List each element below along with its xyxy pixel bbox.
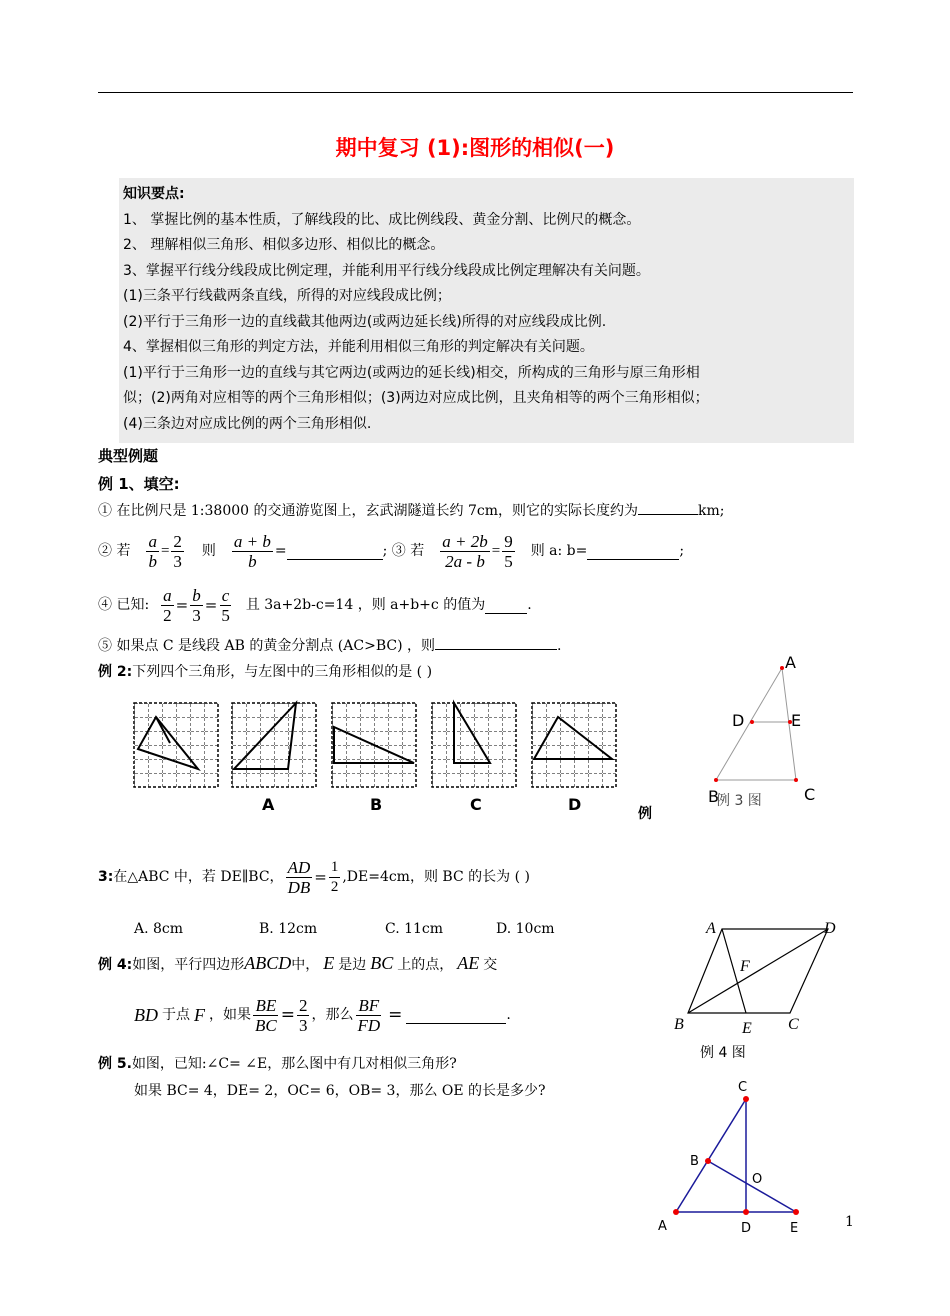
math-var: E [323,953,335,973]
ex1-q3-then: 则 a: b= [530,543,588,559]
grid-option-c [432,703,516,787]
fraction: $\frac{2}{3}$ [298,995,308,1035]
point-label-a: A [706,920,716,937]
knowledge-line: (2)平行于三角形一边的直线截其他两边(或两边延长线)所得的对应线段成比例. [123,313,607,330]
point-label-c: C [738,1080,748,1095]
answer-blank[interactable] [435,649,557,650]
ex3-label-part2: 3: [98,869,114,885]
option-label-c: C [470,795,482,814]
answer-blank[interactable] [485,597,527,614]
math-var: ABCD [244,953,292,973]
ex1-q4: ④ 已知: $\frac{a}{2}$ = $\frac{b}{3}$ = $\frac{c}{5}$ 且 3a+2b-c=14 ，则 a+b+c 的值为 . [98,582,532,628]
ex1-q2-then: 则 [201,543,216,559]
ex1-q4-text: 且 3a+2b-c=14 ，则 a+b+c 的值为 [245,597,486,613]
fraction: $\frac{a}{b}$ [148,531,157,571]
ex1-q1-unit: km; [697,503,725,519]
point-label-a: A [658,1219,667,1234]
fraction: $\frac{a + b}{b}$ [233,531,271,571]
point-label-b: B [708,787,719,806]
option-label-b: B [370,795,383,814]
ex5-line2: 如果 BC= 4，DE= 2，OC= 6，OB= 3，那么 OE 的长是多少? [134,1083,546,1099]
ex1-q4-mark: ④ 已知: [98,597,150,613]
answer-blank[interactable] [587,543,679,560]
page-title: 期中复习 (1):图形的相似(一) [335,136,615,160]
punct: . [506,1007,511,1023]
fraction: $\frac{a}{2}$ [163,585,172,625]
ex5-line1 [98,1054,457,1074]
ex4-text: ，如果 [209,1007,251,1023]
math-var: F [194,1005,205,1025]
ex1-label: 例 1、填空: [98,475,180,493]
answer-blank[interactable] [406,1007,506,1024]
ex1-q1 [98,501,724,521]
point-label-c: C [788,1016,799,1033]
grid-option-b [332,703,416,787]
ex4-figure [666,915,846,1040]
knowledge-line: 4、掌握相似三角形的判定方法，并能利用相似三角形的判定解决有关问题。 [123,339,594,355]
ex4-text: ，那么 [311,1007,354,1023]
point-label-a: A [785,653,796,672]
ex1-q1-text: ① 在比例尺是 1:38000 的交通游览图上，玄武湖隧道长约 7cm，则它的实际长度约为 [98,503,638,519]
section-title: 典型例题 [98,447,159,465]
ex4-text: 于点 [162,1007,190,1023]
ex3-choice-a: A. 8cm [134,921,184,937]
point-label-e: E [742,1020,752,1037]
punct: ; [679,543,685,559]
ex4-text: 如图，平行四边形 [132,957,245,973]
answer-blank[interactable] [638,514,698,515]
knowledge-line: 1、 掌握比例的基本性质，了解线段的比、成比例线段、黄金分割、比例尺的概念。 [123,211,641,228]
point-label-d: D [732,711,745,730]
grid-option-a [232,703,316,787]
point-label-o: O [752,1172,763,1187]
math-var: AE [457,953,480,973]
ex3-text-tail: ,DE=4cm，则 BC 的长为 ( ) [342,869,530,885]
knowledge-line: 3、掌握平行线分线段成比例定理，并能利用平行线分线段成比例定理解决有关问题。 [123,262,650,279]
ex1-q2-mark: ② 若 [98,543,131,559]
ex4-label: 例 4: [98,957,133,973]
ex2-question [98,662,432,682]
ex3-choice-b: B. 12cm [259,921,318,937]
ex2-label: 例 2: [98,664,133,680]
point-label-f: F [740,958,750,975]
punct: . [557,638,562,654]
ex2-text: 下列四个三角形，与左图中的三角形相似的是 ( ) [132,664,433,680]
point-label-e: E [791,711,802,730]
point-label-d: D [741,1221,752,1236]
fig4-caption: 例 4 图 [700,1045,746,1061]
grid-reference [134,703,218,787]
fraction: $\frac{b}{3}$ [192,585,201,625]
ex3-label-part1: 例 [638,806,652,822]
math-var: BD [134,1005,158,1025]
ex3-question: 3: 在△ABC 中，若 DE∥BC， $\frac{AD}{DB}$ = $\frac{1}{2}$ ,DE=4cm，则 BC 的长为 ( ) [98,854,530,900]
ex3-choice-d: D. 10cm [496,921,555,937]
answer-blank[interactable] [287,543,383,560]
ex1-q5-text: ⑤ 如果点 C 是线段 AB 的黄金分割点 (AC>BC) ，则 [98,638,435,654]
ex4-line1 [98,950,497,978]
knowledge-points-box [119,178,854,443]
fig3-caption: 例 3 图 [716,793,762,809]
header-rule [98,92,853,93]
option-label-d: D [568,795,582,814]
ex2-triangle-grids [126,695,626,795]
fraction: $\frac{AD}{DB}$ [287,857,311,897]
equals-sign: = [274,543,287,559]
knowledge-line: (1)平行于三角形一边的直线与其它两边(或两边的延长线)相交，所构成的三角形与原三角形相 [123,364,700,381]
ex5-label: 例 5. [98,1056,132,1072]
fraction: $\frac{1}{2}$ [330,858,339,895]
knowledge-line: (4)三条边对应成比例的两个三角形相似. [123,415,372,432]
ex4-text: 上的点， [397,957,454,973]
ex5-text: 如图，已知:∠C= ∠E，那么图中有几对相似三角形? [131,1056,457,1072]
knowledge-line: 似；(2)两角对应相等的两个三角形相似；(3)两边对应成比例，且夹角相等的两个三角形相似； [123,390,709,406]
knowledge-line: 2、 理解相似三角形、相似多边形、相似比的概念。 [123,237,445,253]
fraction: $\frac{9}{5}$ [504,531,513,571]
point-label-d: D [824,920,836,937]
point-label-e: E [790,1221,799,1236]
fraction: $\frac{2}{3}$ [173,531,182,571]
option-label-a: A [262,795,275,814]
ex3-text: 在△ABC 中，若 DE∥BC， [113,869,284,885]
knowledge-line: (1)三条平行线截两条直线，所得的对应线段成比例； [123,288,451,304]
ex3-choice-c: C. 11cm [385,921,444,937]
knowledge-heading: 知识要点: [123,186,185,202]
ex1-q3-mark: ; ③ 若 [382,543,425,559]
ex5-figure [650,1075,810,1240]
ex1-q2-q3: ② 若 $\frac{a}{b}$ = $\frac{2}{3}$ 则 $\frac{a + b}{b}$ = ; ③ 若 $\frac{a + 2b}{2a - b}$ = $\frac{9}{5}$ 则 a: b= ; [98,528,684,574]
grid-option-d [532,703,616,787]
fraction: $\frac{BF}{FD}$ [357,995,381,1035]
ex4-text: 中， [291,957,320,973]
ex4-line2: BD 于点 F ，如果 $\frac{BE}{BC}$ = $\frac{2}{3}$ ，那么 $\frac{BF}{FD}$ = . [134,992,511,1038]
point-label-c: C [804,785,816,804]
math-var: BC [370,953,394,973]
fraction: $\frac{a + 2b}{2a - b}$ [442,531,488,571]
ex4-text: 交 [483,957,498,973]
point-label-b: B [674,1016,684,1033]
page-number: 1 [845,1214,854,1230]
fraction: $\frac{BE}{BC}$ [255,995,277,1035]
fraction: $\frac{c}{5}$ [221,585,230,625]
point-label-b: B [690,1154,699,1169]
ex1-q5 [98,636,561,656]
ex3-figure [700,650,830,810]
punct: . [527,597,532,613]
ex4-text: 是边 [338,957,367,973]
